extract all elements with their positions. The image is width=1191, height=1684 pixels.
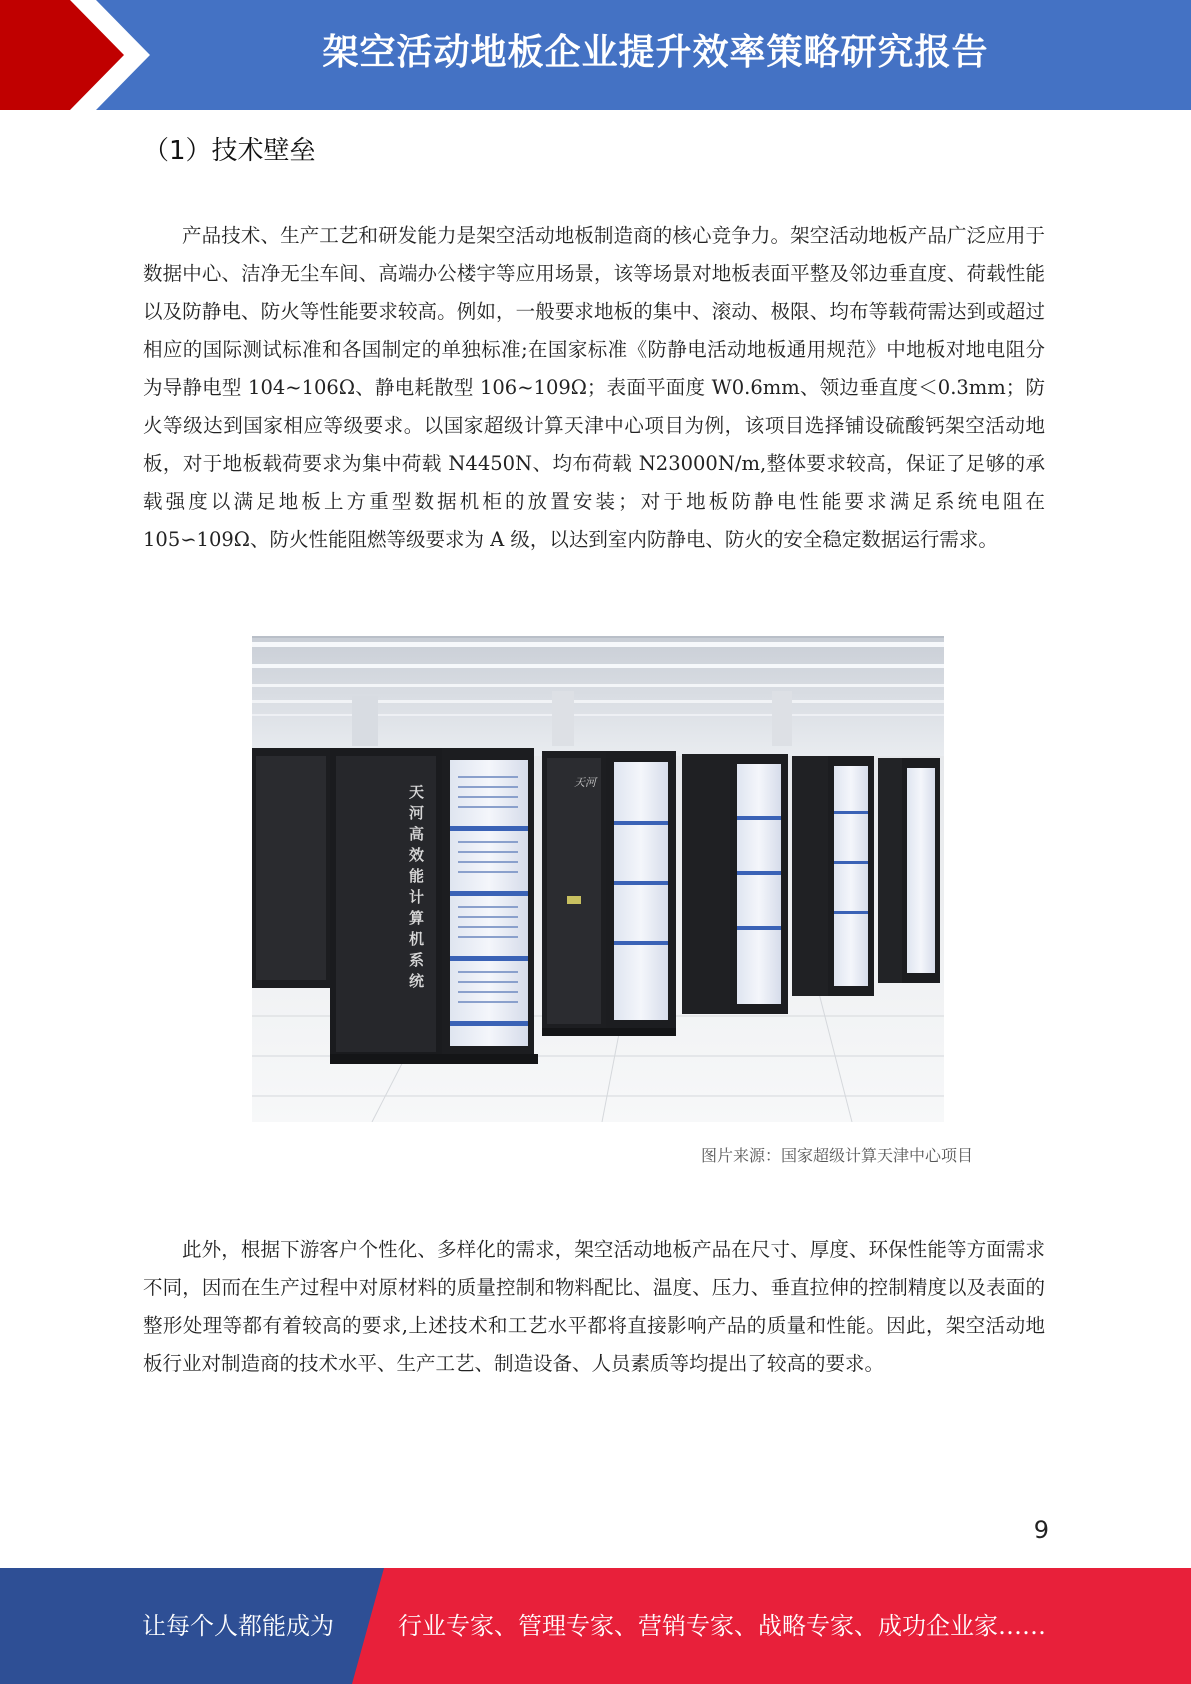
report-title: 架空活动地板企业提升效率策略研究报告 [322,32,989,73]
page-number: 9 [1033,1516,1049,1544]
footer-slogan-left: 让每个人都能成为 [142,1612,334,1640]
paragraph-customization: 此外，根据下游客户个性化、多样化的需求，架空活动地板产品在尺寸、厚度、环保性能等方面需求不同，因而在生产过程中对原材料的质量控制和物料配比、温度、压力、垂直拉伸的控制精度以及表面的整形处理等都有着较高的要求,上述技术和工艺水平都将直接影响产品的质量和性能。因此，架空活动地板行业对制造商的技术水平、生产工艺、制造设备、人员素质等均提出了较高的要求。 [143,1237,1045,1375]
page-footer [0,1568,1191,1684]
paragraph-technical-barriers: 产品技术、生产工艺和研发能力是架空活动地板制造商的核心竞争力。架空活动地板产品广泛应用于数据中心、洁净无尘车间、高端办公楼宇等应用场景，该等场景对地板表面平整及邻边垂直度、荷载性能以及防静电、防火等性能要求较高。例如，一般要求地板的集中、滚动、极限、均布等载荷需达到或超过相应的国际测试标准和各国制定的单独标准;在国家标准《防静电活动地板通用规范》中地板对地电阻分为导静电型 104~106Ω、静电耗散型 106~109Ω；表面平面度 W0.6mm、领边垂直度＜0.3mm；防火等级达到国家相应等级要求。以国家超级计算天津中心项目为例，该项目选择铺设硫酸钙架空活动地板，对于地板载荷要求为集中荷载 N4450N、均布荷载 N23000N/m,整体要求较高，保证了足够的承载强度以满足地板上方重型数据机柜的放置安装；对于地板防静电性能要求满足系统电阻在 105∽109Ω、防火性能阻燃等级要求为 A 级，以达到室内防静电、防火的安全稳定数据运行需求。 [143,223,1045,551]
page-header [0,0,1191,110]
cabinet-vertical-text: 天河高效能计算机系统 [407,784,425,994]
cabinet-logo-text: 天河 [574,776,596,789]
supercomputer-photo [252,636,944,1122]
figure-caption: 图片来源：国家超级计算天津中心项目 [700,1146,973,1165]
header-arrow-icon [0,0,160,110]
section-heading: （1）技术壁垒 [143,136,316,166]
footer-slogan-right: 行业专家、管理专家、营销专家、战略专家、成功企业家…… [398,1612,1046,1640]
